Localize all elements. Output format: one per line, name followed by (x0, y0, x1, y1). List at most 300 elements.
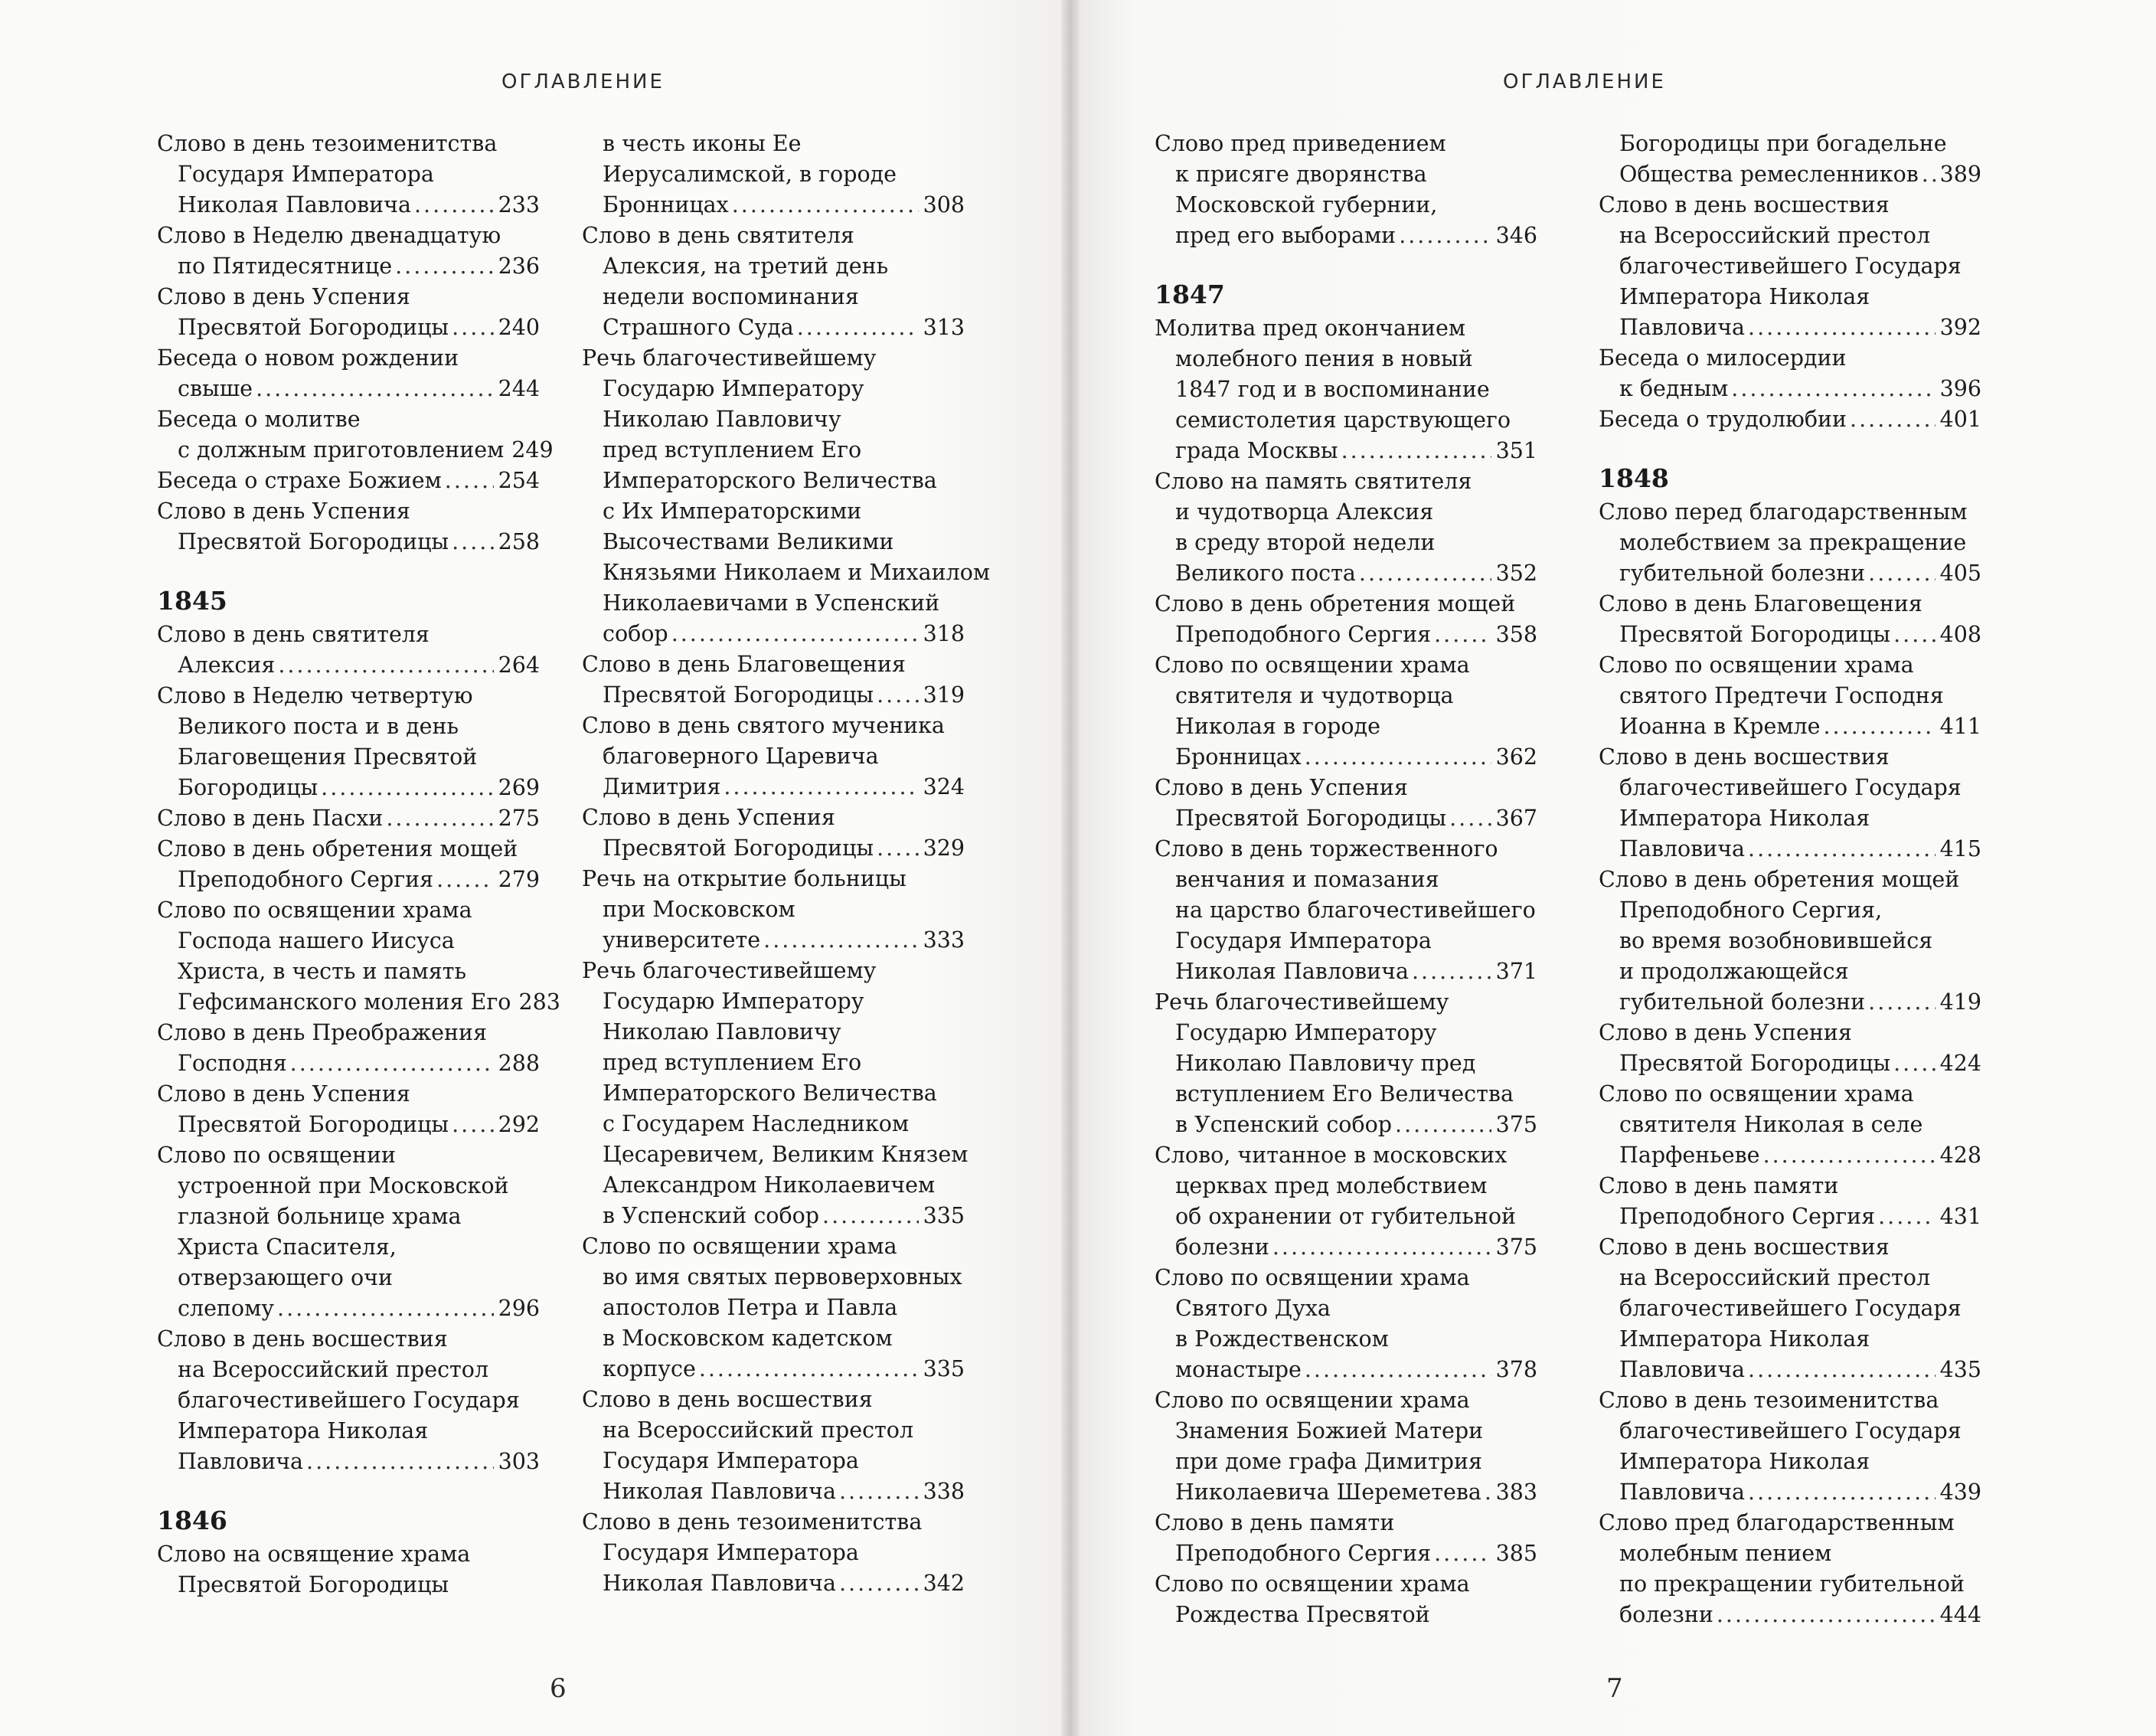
toc-entry[interactable] (157, 343, 540, 404)
toc-entry[interactable] (1599, 1232, 1981, 1385)
toc-entry-text: Государю Императору (603, 989, 864, 1014)
toc-entry-text: Слово по освящении храма (157, 897, 472, 923)
toc-page-number: 428 (1939, 1143, 1981, 1168)
toc-entry-text: Императорского Величества (603, 1081, 937, 1106)
toc-column (1155, 129, 1537, 1630)
dot-leader (1731, 374, 1935, 404)
toc-page-number: 383 (1495, 1479, 1537, 1505)
toc-entry-text: Слово в день Благовещения (1599, 591, 1922, 616)
toc-page-number: 269 (498, 775, 540, 800)
toc-entry[interactable] (157, 404, 554, 466)
toc-entry[interactable] (157, 221, 540, 282)
toc-entry-text: Слово в день восшествия (582, 1387, 873, 1412)
dot-leader (452, 312, 494, 343)
toc-entry[interactable] (582, 864, 965, 956)
toc-entry-text: Слово в день Успения (582, 805, 835, 830)
toc-entry[interactable] (1599, 1018, 1981, 1079)
running-head: ОГЛАВЛЕНИЕ (501, 70, 665, 93)
toc-page-number: 296 (498, 1296, 540, 1321)
dot-leader (1922, 159, 1936, 190)
toc-page-number: 319 (923, 682, 965, 708)
dot-leader (1449, 803, 1491, 834)
toc-entry[interactable] (1599, 497, 1981, 589)
toc-entry-text: Цесаревичем, Великим Князем (603, 1142, 969, 1167)
toc-entry-text: Государя Императора (603, 1540, 859, 1565)
toc-entry-text: губительной болезни (1619, 561, 1866, 586)
toc-entry-text: Пресвятой Богородицы (178, 315, 449, 340)
toc-entry-text: Речь благочестивейшему (582, 958, 877, 983)
dot-leader (321, 773, 493, 803)
toc-entry-text: Слово в день Успения (157, 1081, 410, 1107)
toc-page-number: 240 (498, 315, 540, 340)
toc-entry[interactable] (157, 466, 540, 496)
toc-column (157, 129, 560, 1600)
toc-entry-text: Императора Николая (1619, 1326, 1870, 1352)
toc-entry-text: Слово в день восшествия (157, 1326, 448, 1352)
dot-leader (1868, 558, 1935, 589)
toc-entry-text: Великого поста и в день (178, 714, 459, 739)
toc-entry[interactable] (1155, 1263, 1537, 1385)
toc-page-number: 313 (923, 315, 965, 340)
toc-entry-text: болезни (1619, 1602, 1713, 1627)
toc-entry-text: Слово в день Преображения (157, 1020, 487, 1045)
toc-entry[interactable] (582, 956, 969, 1231)
toc-entry-text: Императора Николая (1619, 806, 1870, 831)
toc-entry-text: Бронницах (1175, 744, 1302, 770)
toc-page-number: 333 (923, 927, 965, 953)
toc-entry-text: Слово в день святого мученика (582, 713, 945, 738)
toc-entry-text: Беседа о новом рождении (157, 345, 459, 371)
dot-leader (732, 190, 919, 221)
toc-entry-text: Преподобного Сергия (1175, 1541, 1432, 1566)
toc-entry-text: Государя Императора (603, 1448, 859, 1473)
toc-entry[interactable] (157, 1324, 540, 1477)
toc-entry-text: Слово пред приведением (1155, 131, 1446, 156)
toc-page-number: 375 (1495, 1112, 1537, 1137)
toc-entry-text: 1847 год и в воспоминание (1175, 377, 1490, 402)
dot-leader (877, 833, 919, 864)
dot-leader (1850, 404, 1936, 435)
toc-entry-text: Христа Спасителя, (178, 1234, 397, 1260)
toc-entry[interactable] (582, 343, 991, 649)
toc-page-number: 389 (1939, 162, 1981, 187)
toc-entry[interactable] (1599, 650, 1981, 742)
toc-entry-text: отверзающего очи (178, 1265, 393, 1290)
dot-leader (445, 466, 494, 496)
toc-entry-text: Императора Николая (1619, 284, 1870, 309)
toc-entry[interactable] (1599, 589, 1981, 650)
toc-page-number: 378 (1495, 1357, 1537, 1382)
dot-leader (452, 1110, 494, 1140)
toc-page-number: 283 (518, 989, 560, 1015)
toc-entry[interactable] (157, 282, 540, 343)
toc-entry-text: Иоанна в Кремле (1619, 714, 1821, 739)
dot-leader (1305, 742, 1491, 773)
toc-entry[interactable] (1155, 1140, 1537, 1263)
toc-entry-text: Святого Духа (1175, 1296, 1331, 1321)
toc-entry-text: Господня (178, 1051, 287, 1076)
toc-entry[interactable] (1155, 1385, 1537, 1508)
toc-entry[interactable] (582, 649, 965, 711)
toc-entry-text: Беседа о страхе Божием (157, 468, 442, 493)
toc-entry[interactable] (157, 834, 540, 895)
toc-page-number: 358 (1495, 622, 1537, 647)
right-page (1070, 0, 2156, 1736)
toc-entry-text: Преподобного Сергия (178, 867, 434, 892)
toc-entry[interactable] (1599, 129, 1981, 190)
toc-page-number: 419 (1939, 989, 1981, 1015)
toc-entry-text: по прекращении губительной (1619, 1571, 1965, 1597)
toc-entry[interactable] (1599, 190, 1981, 343)
toc-entry-text: в Успенский собор (603, 1203, 820, 1228)
dot-leader (1748, 1477, 1936, 1508)
toc-entry-text: Великого поста (1175, 561, 1356, 586)
toc-entry-text: Слово в день Успения (1155, 775, 1408, 800)
toc-page-number: 236 (498, 253, 540, 279)
toc-entry-text: Слово в день торжественного (1155, 836, 1498, 861)
toc-entry-text: Императорского Величества (603, 468, 937, 493)
toc-entry-text: Слово в день Благовещения (582, 652, 906, 677)
toc-entry-text: Пресвятой Богородицы (178, 1112, 449, 1137)
toc-entry-text: Беседа о милосердии (1599, 345, 1847, 371)
toc-entry-text: Богородицы при богадельне (1619, 131, 1947, 156)
dot-leader (414, 190, 494, 221)
toc-entry-text: с Государем Наследником (603, 1111, 910, 1136)
toc-entry-text: Слово в Неделю двенадцатую (157, 223, 501, 248)
toc-entry[interactable] (582, 221, 965, 343)
toc-entry-text: Государю Императору (603, 376, 864, 401)
toc-entry[interactable] (1155, 589, 1537, 650)
toc-entry-text: Николая Павловича (178, 192, 411, 217)
year-heading: 1846 (157, 1506, 227, 1535)
toc-page-number: 396 (1939, 376, 1981, 401)
toc-entry[interactable] (1155, 313, 1537, 466)
dot-leader (1272, 1232, 1491, 1263)
toc-page-number: 424 (1939, 1051, 1981, 1076)
toc-entry[interactable] (157, 1018, 540, 1079)
toc-entry-text: пред вступлением Его (603, 437, 862, 463)
dot-leader (1434, 1538, 1491, 1569)
toc-entry-text: Речь благочестивейшему (582, 345, 877, 371)
toc-entry-text: Благовещения Пресвятой (178, 744, 478, 770)
dot-leader (386, 803, 493, 834)
toc-entry-text: Господа нашего Иисуса (178, 928, 455, 953)
toc-entry-text: Слово в день восшествия (1599, 192, 1890, 217)
toc-entry-text: Слово по освящении храма (1155, 1571, 1470, 1597)
toc-page-number: 308 (923, 192, 965, 217)
toc-page-number: 408 (1939, 622, 1981, 647)
toc-entry-text: Слово в день обретения мощей (157, 836, 518, 861)
toc-page-number: 439 (1939, 1479, 1981, 1505)
toc-entry[interactable] (157, 1079, 540, 1140)
toc-entry[interactable] (157, 620, 540, 681)
toc-entry-text: Гефсиманского моления Его (178, 989, 511, 1015)
toc-page-number: 338 (923, 1479, 965, 1504)
toc-entry-text: Слово по освящении храма (1155, 652, 1470, 678)
dot-leader (277, 1293, 494, 1324)
toc-page-number: 351 (1495, 438, 1537, 463)
toc-entry-text: Слово в день святителя (157, 622, 430, 647)
toc-page-number: 362 (1495, 744, 1537, 770)
toc-page-number: 335 (923, 1203, 965, 1228)
toc-entry-text: святителя Николая в селе (1619, 1112, 1923, 1137)
toc-page-number: 444 (1939, 1602, 1981, 1627)
toc-entry-text: Николаю Павловичу (603, 407, 841, 432)
toc-entry[interactable] (582, 711, 965, 803)
dot-leader (1395, 1110, 1491, 1140)
toc-entry-text: Бронницах (603, 192, 729, 217)
toc-entry-text: Николая в городе (1175, 714, 1380, 739)
toc-entry-text: Слово в день памяти (1599, 1173, 1839, 1198)
toc-entry-text: Беседа о молитве (157, 407, 361, 432)
toc-entry-text: на Всероссийский престол (1619, 1265, 1931, 1290)
toc-entry[interactable] (157, 1140, 540, 1324)
toc-entry[interactable] (157, 895, 560, 1018)
toc-entry-text: Слово по освящении храма (582, 1234, 897, 1259)
toc-entry[interactable] (157, 129, 540, 221)
toc-entry-text: Слово в день святителя (582, 223, 854, 248)
toc-entry-text: Димитрия (603, 774, 721, 799)
toc-entry-text: Общества ремесленников (1619, 162, 1919, 187)
dot-leader (1748, 834, 1936, 865)
toc-entry[interactable] (1155, 1508, 1537, 1569)
toc-entry-text: молебствием за прекращение (1619, 530, 1967, 555)
toc-entry-text: Слово на освящение храма (157, 1541, 471, 1567)
toc-entry-text: Слово в день Успения (1599, 1020, 1852, 1045)
dot-leader (822, 1201, 919, 1231)
toc-entry[interactable] (1599, 343, 1981, 404)
toc-column (1599, 129, 1981, 1630)
dot-leader (1868, 987, 1935, 1018)
toc-entry-text: Рождества Пресвятой (1175, 1602, 1430, 1627)
toc-entry-text: Христа, в честь и память (178, 959, 466, 984)
toc-entry-text: святого Предтечи Господня (1619, 683, 1944, 708)
toc-entry-text: в Рождественском (1175, 1326, 1389, 1352)
running-head: ОГЛАВЛЕНИЕ (1503, 70, 1666, 93)
toc-entry-text: в Успенский собор (1175, 1112, 1393, 1137)
toc-entry-text: Слово в день тезоименитства (157, 131, 498, 156)
dot-leader (278, 650, 493, 681)
toc-entry[interactable] (1155, 773, 1537, 834)
toc-entry-text: Государю Императору (1175, 1020, 1437, 1045)
toc-entry-text: в среду второй недели (1175, 530, 1436, 555)
year-heading: 1845 (157, 586, 227, 616)
toc-column (582, 129, 991, 1599)
toc-entry-text: Государя Императора (178, 162, 434, 187)
toc-entry-text: Князьями Николаем и Михаилом (603, 560, 991, 585)
toc-entry-text: Слово перед благодарственным (1599, 499, 1968, 525)
toc-entry-text: Пресвятой Богородицы (1619, 622, 1891, 647)
toc-entry-text: Пресвятой Богородицы (178, 1572, 449, 1597)
toc-page-number: 367 (1495, 806, 1537, 831)
toc-entry[interactable] (1599, 1508, 1981, 1630)
toc-page-number: 329 (923, 835, 965, 861)
toc-page-number: 371 (1495, 959, 1537, 984)
toc-page-number: 342 (923, 1571, 965, 1596)
toc-entry-text: Слово на память святителя (1155, 469, 1472, 494)
toc-entry[interactable] (1599, 742, 1981, 865)
toc-entry-text: благочестивейшего Государя (1619, 253, 1962, 279)
toc-entry-text: семистолетия царствующего (1175, 407, 1511, 433)
dot-leader (724, 772, 918, 803)
toc-entry-text: святителя и чудотворца (1175, 683, 1454, 708)
toc-entry-text: к бедным (1619, 376, 1729, 401)
toc-entry-text: Слово в день памяти (1155, 1510, 1395, 1535)
dot-leader (1341, 436, 1491, 466)
toc-entry-text: Слово в день восшествия (1599, 744, 1890, 770)
toc-entry-text: благочестивейшего Государя (178, 1388, 520, 1413)
toc-entry-text: в Московском кадетском (603, 1326, 893, 1351)
toc-entry-text: университете (603, 927, 761, 953)
toc-entry-text: благочестивейшего Государя (1619, 775, 1962, 800)
toc-entry[interactable] (582, 1507, 965, 1599)
toc-entry-text: Слово в день тезоименитства (1599, 1388, 1939, 1413)
toc-page-number: 275 (498, 806, 540, 831)
toc-page-number: 244 (498, 376, 540, 401)
toc-page-number: 385 (1495, 1541, 1537, 1566)
toc-entry-text: при доме графа Димитрия (1175, 1449, 1482, 1474)
toc-entry-text: Богородицы (178, 775, 318, 800)
toc-page-number: 346 (1495, 223, 1537, 248)
toc-entry-text: Алексия, на третий день (603, 253, 889, 279)
toc-entry-text: пред его выборами (1175, 223, 1396, 248)
toc-entry-text: корпусе (603, 1356, 696, 1381)
toc-entry-text: Николаю Павловичу пред (1175, 1051, 1476, 1076)
toc-entry-text: Беседа о трудолюбии (1599, 407, 1847, 432)
toc-entry-text: молебным пением (1619, 1541, 1832, 1566)
toc-page-number: 288 (498, 1051, 540, 1076)
toc-entry[interactable] (1155, 129, 1537, 251)
toc-entry-text: и продолжающейся (1619, 959, 1849, 984)
dot-leader (306, 1447, 494, 1477)
toc-entry-text: Слово в Неделю четвертую (157, 683, 473, 708)
toc-page-number: 405 (1939, 561, 1981, 586)
toc-entry-text: града Москвы (1175, 438, 1338, 463)
dot-leader (1878, 1201, 1935, 1232)
toc-entry-text: при Московском (603, 897, 795, 922)
toc-entry-text: во время возобновившейся (1619, 928, 1933, 953)
toc-page-number: 258 (498, 529, 540, 554)
toc-entry-text: Слово по освящении (157, 1143, 397, 1168)
toc-page-number: 233 (498, 192, 540, 217)
toc-entry-text: Павловича (178, 1449, 304, 1474)
toc-entry-text: собор (603, 621, 668, 646)
toc-entry-text: Преподобного Сергия (1175, 622, 1432, 647)
toc-entry-text: Слово по освящении храма (1599, 1081, 1914, 1107)
toc-entry-text: Высочествами Великими (603, 529, 894, 554)
toc-entry-text: Николая Павловича (1175, 959, 1409, 984)
toc-entry-text: монастыре (1175, 1357, 1302, 1382)
book-gutter (1061, 0, 1080, 1736)
dot-leader (1412, 956, 1491, 987)
toc-entry-text: Государя Императора (1175, 928, 1432, 953)
dot-leader (1359, 558, 1491, 589)
toc-page-number: 318 (923, 621, 965, 646)
toc-entry[interactable] (1599, 865, 1981, 1018)
dot-leader (1748, 1355, 1936, 1385)
toc-entry-text: Слово в день восшествия (1599, 1234, 1890, 1260)
toc-entry-text: по Пятидесятнице (178, 253, 393, 279)
dot-leader (797, 312, 919, 343)
toc-entry-text: Пресвятой Богородицы (178, 529, 449, 554)
toc-entry[interactable] (1155, 987, 1537, 1140)
toc-entry-text: Павловича (1619, 1357, 1746, 1382)
toc-entry[interactable] (1155, 1569, 1537, 1630)
toc-entry-text: об охранении от губительной (1175, 1204, 1516, 1229)
toc-entry-text: Императора Николая (1619, 1449, 1870, 1474)
toc-entry-text: благочестивейшего Государя (1619, 1296, 1962, 1321)
page-number: 6 (550, 1673, 567, 1704)
toc-entry[interactable] (157, 496, 540, 557)
toc-entry-text: Алексия (178, 652, 276, 678)
toc-entry-text: слепому (178, 1296, 275, 1321)
toc-entry-text: на царство благочестивейшего (1175, 897, 1536, 923)
left-page (0, 0, 1070, 1736)
toc-entry-text: Павловича (1619, 315, 1746, 340)
toc-entry[interactable] (157, 803, 540, 834)
dot-leader (763, 925, 918, 956)
toc-entry-text: и чудотворца Алексия (1175, 499, 1434, 525)
toc-entry[interactable] (582, 803, 965, 864)
toc-page-number: 335 (923, 1356, 965, 1381)
toc-entry[interactable] (1155, 650, 1537, 773)
toc-entry-text: венчания и помазания (1175, 867, 1439, 892)
toc-entry-text: Слово в день Успения (157, 284, 410, 309)
toc-entry-text: во имя святых первоверховных (603, 1264, 962, 1290)
toc-entry-text: Слово по освящении храма (1155, 1388, 1470, 1413)
toc-entry[interactable] (157, 1539, 540, 1600)
toc-page-number: 279 (498, 867, 540, 892)
dot-leader (839, 1568, 919, 1599)
dot-leader (1893, 1048, 1936, 1079)
toc-entry-text: губительной болезни (1619, 989, 1866, 1015)
toc-entry[interactable] (1599, 1171, 1981, 1232)
toc-entry-text: Речь на открытие больницы (582, 866, 906, 891)
toc-entry-text: Николая Павловича (603, 1479, 836, 1504)
toc-entry[interactable] (1599, 1385, 1981, 1508)
toc-page-number: 303 (498, 1449, 540, 1474)
toc-entry-text: Пресвятой Богородицы (603, 682, 874, 708)
toc-entry-text: Иерусалимской, в городе (603, 162, 897, 187)
toc-entry[interactable] (1599, 1079, 1981, 1171)
toc-entry-text: благочестивейшего Государя (1619, 1418, 1962, 1443)
toc-entry-text: Парфеньеве (1619, 1143, 1760, 1168)
dot-leader (395, 251, 493, 282)
year-heading: 1847 (1155, 280, 1225, 309)
toc-entry-text: к присяге дворянства (1175, 162, 1427, 187)
toc-entry-text: благоверного Царевича (603, 744, 879, 769)
toc-entry-text: Слово в день тезоименитства (582, 1509, 923, 1535)
toc-entry[interactable] (582, 1231, 965, 1385)
toc-entry[interactable] (1599, 404, 1981, 435)
dot-leader (256, 374, 494, 404)
toc-entry-text: апостолов Петра и Павла (603, 1295, 898, 1320)
toc-entry-text: Слово в день обретения мощей (1155, 591, 1516, 616)
toc-entry-text: Пресвятой Богородицы (603, 835, 874, 861)
toc-entry-text: с должным приготовлением (178, 437, 505, 463)
toc-entry[interactable] (1155, 466, 1537, 589)
toc-page-number: 249 (511, 437, 554, 463)
toc-entry[interactable] (157, 681, 540, 803)
toc-entry[interactable] (582, 129, 965, 221)
toc-entry-text: Слово, читанное в московских (1155, 1143, 1508, 1168)
toc-entry-text: молебного пения в новый (1175, 346, 1473, 371)
dot-leader (1717, 1600, 1936, 1630)
toc-entry-text: Павловича (1619, 1479, 1746, 1505)
toc-entry[interactable] (582, 1385, 965, 1507)
dot-leader (877, 680, 919, 711)
toc-entry[interactable] (1155, 834, 1537, 987)
